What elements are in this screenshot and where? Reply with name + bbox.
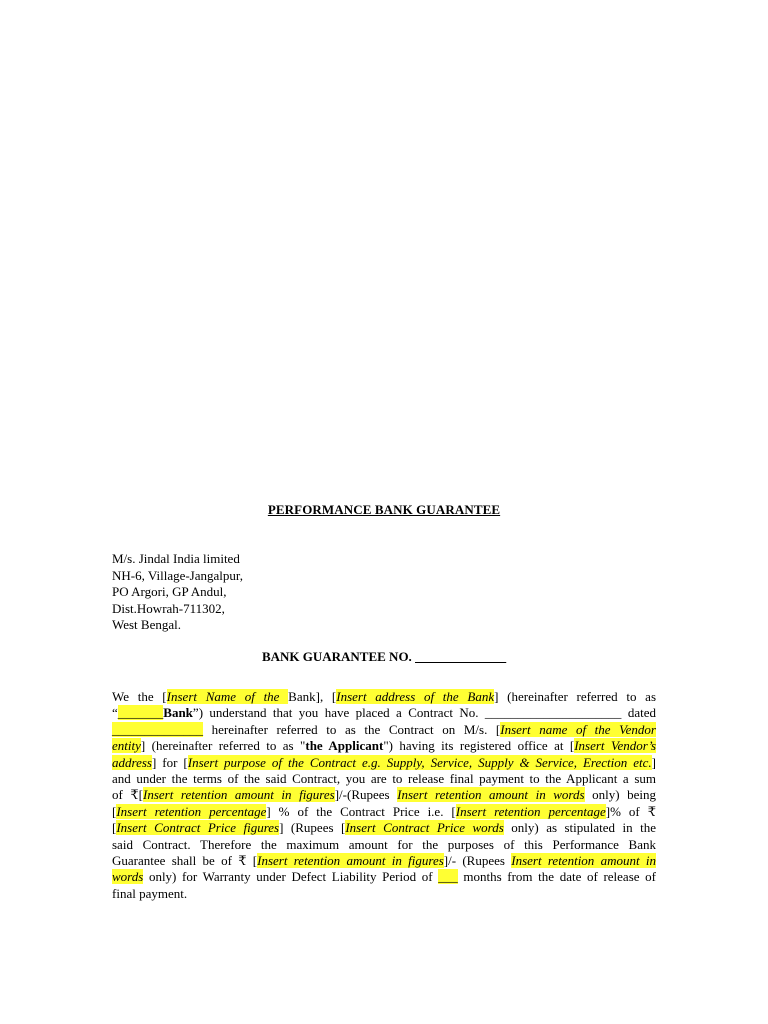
text-segment: Bank], [	[288, 689, 337, 704]
bold-text: Bank	[163, 705, 193, 721]
text-segment: only) being	[584, 787, 656, 803]
text-segment: ") having its registered office at [	[383, 738, 575, 754]
text-segment: [	[112, 820, 117, 836]
guarantee-body-paragraph	[112, 689, 656, 902]
placeholder-field: Insert retention amount in words	[397, 787, 585, 803]
text-segment: of ₹[	[112, 787, 143, 803]
text-segment: ”) understand that you have placed a Contract No. _____________________ dated	[192, 705, 656, 721]
text-segment: only) as stipulated in the	[503, 820, 656, 836]
text-segment: ] (hereinafter referred to as "	[140, 738, 306, 754]
text-segment: ]/- (Rupees	[443, 852, 512, 868]
placeholder-field: Insert address of the Bank	[336, 689, 495, 704]
placeholder-field: Insert name of the Vendor	[500, 721, 656, 737]
text-segment: final payment.	[112, 885, 188, 901]
address-line: Dist.Howrah-711302,	[112, 600, 225, 616]
placeholder-field: Insert retention amount in figures	[142, 787, 335, 803]
placeholder-field: Insert retention amount in	[511, 852, 656, 868]
paragraph-line	[112, 853, 656, 869]
placeholder-field: ______________	[112, 721, 203, 737]
text-segment: months from the date of release of	[457, 869, 656, 885]
document-title: PERFORMANCE BANK GUARANTEE	[267, 502, 501, 517]
paragraph-line	[112, 705, 656, 721]
placeholder-field: Insert Contract Price words	[345, 820, 504, 836]
text-segment: ] % of the Contract Price i.e. [	[266, 803, 456, 819]
paragraph-line	[112, 689, 656, 705]
address-line: M/s. Jindal India limited	[112, 551, 240, 566]
address-line: NH-6, Village-Jangalpur,	[112, 567, 243, 583]
text-segment: said Contract. Therefore the maximum amount for the purposes of this Performance Bank	[112, 836, 656, 852]
text-segment: and under the terms of the said Contract, you are to release final payment to the Applicant a sum	[112, 770, 656, 786]
placeholder-field: words	[112, 869, 144, 885]
paragraph-line	[112, 771, 656, 787]
paragraph-line	[112, 820, 656, 836]
placeholder-field: Insert Contract Price figures	[116, 820, 280, 836]
address-line: West Bengal.	[112, 617, 181, 632]
paragraph-line	[112, 886, 656, 902]
placeholder-field: Insert Vendor’s	[574, 738, 656, 754]
paragraph-line	[112, 869, 656, 885]
text-segment: ] (Rupees [	[279, 820, 346, 836]
guarantee-number-heading	[0, 649, 768, 665]
text-segment: hereinafter referred to as the Contract on M/s. [	[203, 721, 501, 737]
placeholder-field: Insert Name of the	[166, 689, 289, 704]
text-segment: We the [	[112, 689, 167, 704]
text-segment: only) for Warranty under Defect Liability Period of	[143, 869, 439, 885]
placeholder-field: Insert retention percentage	[116, 803, 267, 819]
text-segment: [	[112, 803, 117, 819]
text-segment: ]	[651, 754, 656, 770]
placeholder-field: Insert purpose of the Contract e.g. Supply, Service, Supply & Service, Erection etc.	[187, 754, 652, 770]
guarantee-number-label: BANK GUARANTEE NO.	[261, 649, 416, 664]
guarantee-number-blank: ______________	[415, 649, 507, 664]
placeholder-field: ___	[438, 869, 458, 885]
text-segment: ] (hereinafter referred to as	[494, 689, 657, 704]
paragraph-line	[112, 804, 656, 820]
placeholder-field: Insert retention amount in figures	[257, 852, 444, 868]
paragraph-line	[112, 738, 656, 754]
paragraph-line	[112, 722, 656, 738]
placeholder-field: _______	[117, 705, 164, 721]
paragraph-line	[112, 837, 656, 853]
paragraph-line	[112, 755, 656, 771]
bold-text: the Applicant	[305, 738, 384, 754]
paragraph-line	[112, 787, 656, 803]
text-segment: Guarantee shall be of ₹ [	[112, 852, 258, 868]
placeholder-field: address	[112, 754, 152, 770]
text-segment: ] for [	[151, 754, 188, 770]
recipient-address	[112, 551, 243, 634]
placeholder-field: entity	[112, 738, 141, 754]
address-line: PO Argori, GP Andul,	[112, 584, 227, 599]
text-segment: “	[112, 705, 118, 721]
text-segment: ]% of ₹	[605, 803, 656, 819]
text-segment: ]/-(Rupees	[334, 787, 398, 803]
placeholder-field: Insert retention percentage	[455, 803, 606, 819]
